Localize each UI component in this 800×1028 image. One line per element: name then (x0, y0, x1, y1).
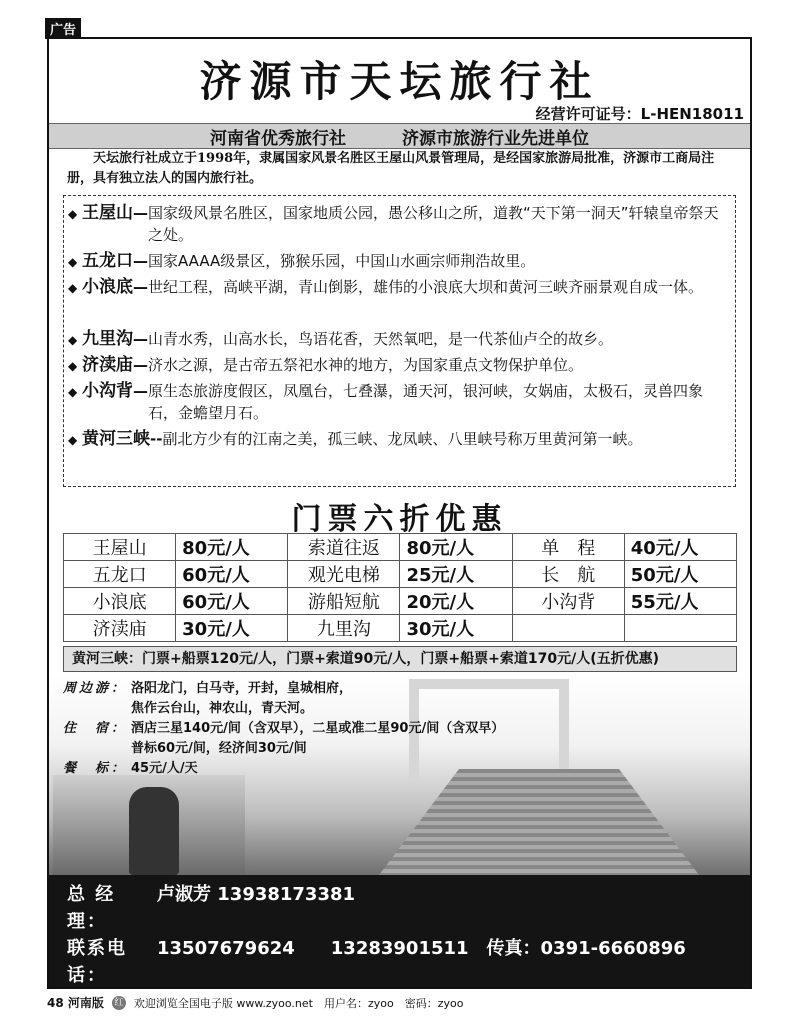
spot-item (68, 250, 729, 273)
intro-text: 天坛旅行社成立于1998年，隶属国家风景名胜区王屋山风景管理局，是经国家旅游局批准，济源市工商局注册，具有独立法人的国内旅行社。 (67, 151, 715, 186)
price-row (64, 561, 737, 588)
spot-name: 济渎庙 (82, 355, 133, 375)
contact-value: 卢淑芳 13938173381 (157, 884, 356, 905)
contact-panel (49, 875, 750, 987)
ticket-price: 50元/人 (624, 561, 736, 588)
tour-value: 45元/人/天 (131, 761, 198, 776)
attraction-name: 小浪底 (64, 588, 176, 615)
tour-label (63, 699, 131, 719)
spot-item (68, 428, 729, 451)
diamond-bullet-icon: ◆ (68, 281, 78, 295)
spot-description: 国家级风景名胜区，国家地质公园，愚公移山之所，道教“天下第一洞天”轩辕皇帝祭天之处。 (148, 204, 719, 244)
price-row (64, 588, 737, 615)
spot-description: 山青水秀，山高水长，鸟语花香，天然氧吧，是一代茶仙卢仝的故乡。 (148, 330, 614, 348)
spot-dash: — (133, 382, 148, 400)
contact-label: 总 经 理： (67, 884, 116, 932)
price-row (64, 534, 737, 561)
contact-row (67, 881, 750, 935)
tour-value: 酒店三星140元/间（含双早），二星或准二星90元/间（含双早） (131, 721, 505, 736)
tour-line (63, 739, 504, 759)
attraction-name: 小沟背 (512, 588, 624, 615)
ticket-price: 80元/人 (400, 534, 512, 561)
edition-badge: 红 (112, 996, 126, 1010)
diamond-bullet-icon: ◆ (68, 255, 78, 269)
tour-label (63, 739, 131, 759)
contact-row (67, 935, 750, 989)
tour-label: 住 宿： (63, 721, 128, 736)
ticket-price: 30元/人 (176, 615, 288, 642)
page-number: 48 河南版 (47, 996, 104, 1010)
attraction-name: 观光电梯 (288, 561, 400, 588)
spot-dash: — (133, 356, 148, 374)
spot-dash: — (133, 204, 148, 222)
honors-bar (49, 123, 750, 149)
attraction-name: 单 程 (512, 534, 624, 561)
diamond-bullet-icon: ◆ (68, 333, 78, 347)
statue-graphic (129, 787, 179, 875)
spot-name: 黄河三峡 (82, 429, 150, 449)
tour-line (63, 699, 504, 719)
spot-name: 九里沟 (82, 329, 133, 349)
tour-line (63, 759, 504, 779)
spot-description: 世纪工程，高峡平湖，青山倒影，雄伟的小浪底大坝和黄河三峡齐丽景观自成一体。 (148, 278, 704, 296)
attraction-name: 王屋山 (64, 534, 176, 561)
spot-name: 五龙口 (82, 251, 133, 271)
spot-item (68, 276, 729, 299)
honor-1: 河南省优秀旅行社 (210, 128, 346, 149)
attraction-name: 游船短航 (288, 588, 400, 615)
tour-label: 周边游： (63, 681, 128, 696)
ticket-price-table (63, 533, 737, 642)
ticket-price (624, 615, 736, 642)
ticket-price: 60元/人 (176, 588, 288, 615)
ad-label: 广告 (45, 18, 81, 39)
tour-label: 餐 标： (63, 761, 128, 776)
tour-info (63, 679, 504, 779)
spot-description: 副北方少有的江南之美，孤三峡、龙凤峡、八里峡号称万里黄河第一峡。 (162, 430, 643, 448)
spot-name: 小浪底 (82, 277, 133, 297)
diamond-bullet-icon: ◆ (68, 385, 78, 399)
ticket-price: 25元/人 (400, 561, 512, 588)
diamond-bullet-icon: ◆ (68, 207, 78, 221)
spot-name: 王屋山 (82, 203, 133, 223)
footer-text: 欢迎浏览全国电子版 www.zyoo.net 用户名：zyoo 密码：zyoo (133, 996, 464, 1010)
attraction-name: 长 航 (512, 561, 624, 588)
price-row (64, 615, 737, 642)
tour-value: 洛阳龙门，白马寺，开封，皇城相府， (131, 681, 353, 696)
spot-item (68, 354, 729, 377)
ticket-price: 80元/人 (176, 534, 288, 561)
attraction-name (512, 615, 624, 642)
spot-item (68, 202, 729, 246)
diamond-bullet-icon: ◆ (68, 433, 78, 447)
advertisement-frame (47, 37, 752, 989)
diamond-bullet-icon: ◆ (68, 359, 78, 373)
attraction-name: 五龙口 (64, 561, 176, 588)
ticket-price: 55元/人 (624, 588, 736, 615)
spot-item (68, 328, 729, 351)
ticket-price: 40元/人 (624, 534, 736, 561)
scenic-spots-box (63, 195, 736, 487)
promo-heading: 门票六折优惠 (291, 502, 508, 537)
spot-dash: -- (150, 430, 163, 448)
spot-dash: — (133, 278, 148, 296)
ticket-price: 20元/人 (400, 588, 512, 615)
ticket-price: 30元/人 (400, 615, 512, 642)
spot-description: 国家AAAA级景区，猕猴乐园，中国山水画宗师荆浩故里。 (148, 252, 536, 270)
tour-value: 焦作云台山，神农山，青天河。 (131, 701, 314, 716)
attraction-name: 九里沟 (288, 615, 400, 642)
yellow-river-package: 黄河三峡：门票+船票120元/人，门票+索道90元/人，门票+船票+索道170元/人(五折优惠) (63, 646, 737, 672)
spot-item (68, 380, 729, 424)
contact-value: 13507679624 13283901511 传真：0391-6660896 (157, 938, 686, 959)
page-title: 济源市天坛旅行社 (199, 57, 600, 106)
spot-name: 小沟背 (82, 381, 133, 401)
tour-line (63, 719, 504, 739)
honor-2: 济源市旅游行业先进单位 (402, 128, 589, 149)
spot-description: 原生态旅游度假区，凤凰台，七叠瀑，通天河，银河峡，女娲庙，太极石，灵兽四象石，金蟾望月石。 (148, 382, 704, 422)
tour-value: 普标60元/间，经济间30元/间 (131, 741, 307, 756)
page-footer (47, 994, 463, 1011)
attraction-name: 索道往返 (288, 534, 400, 561)
spot-description: 济水之源，是古帝五祭祀水神的地方，为国家重点文物保护单位。 (148, 356, 584, 374)
contact-label: 联系电话： (67, 938, 127, 986)
spot-dash: — (133, 252, 148, 270)
ticket-price: 60元/人 (176, 561, 288, 588)
spot-dash: — (133, 330, 148, 348)
license-number: 经营许可证号：L-HEN18011 (535, 105, 744, 123)
tour-line (63, 679, 504, 699)
attraction-name: 济渎庙 (64, 615, 176, 642)
